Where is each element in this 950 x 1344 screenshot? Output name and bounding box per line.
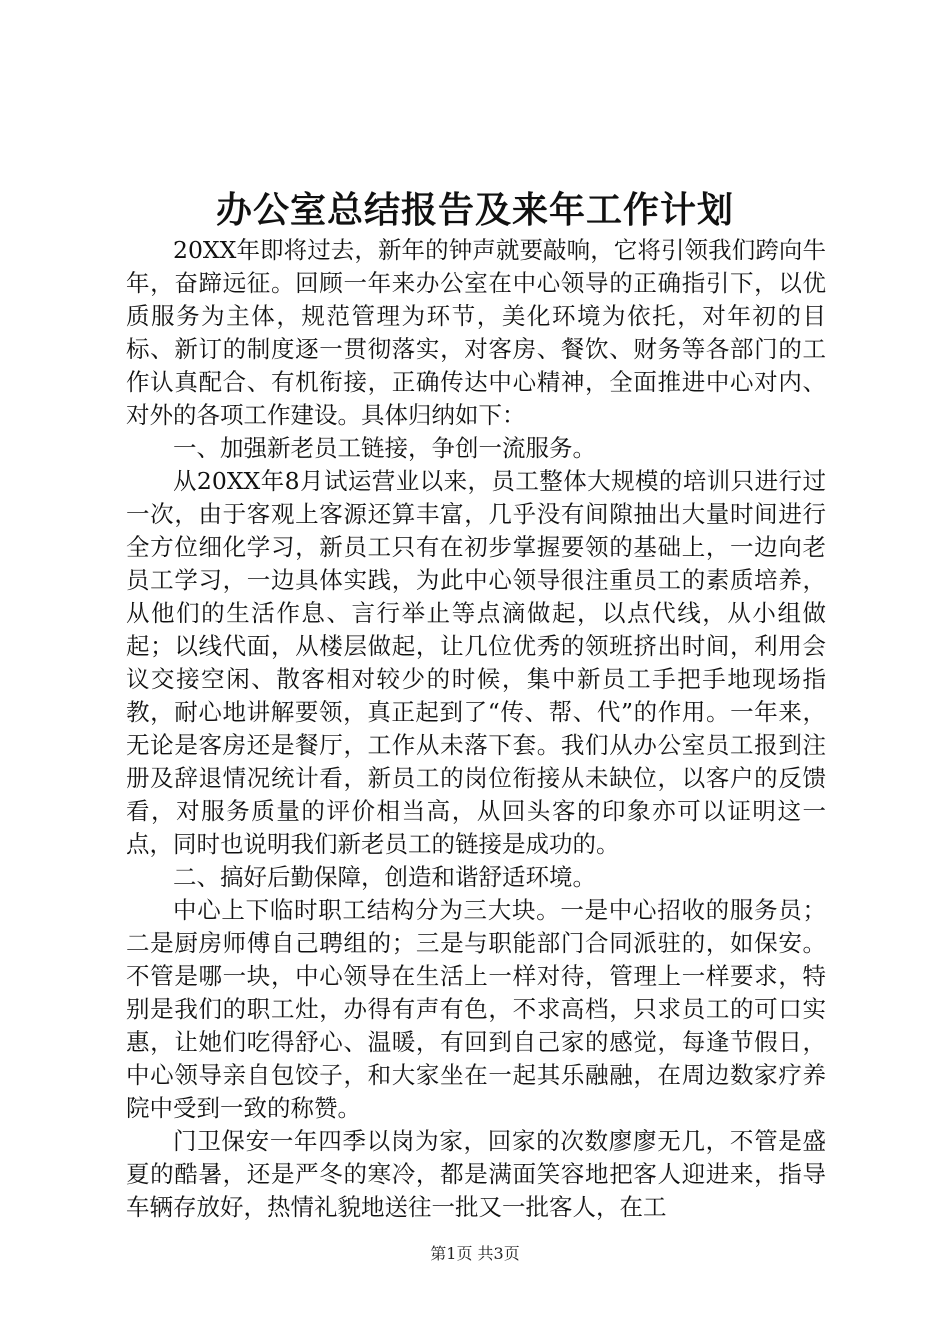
section-heading-2: 二、搞好后勤保障，创造和谐舒适环境。: [173, 863, 596, 891]
document-body: [126, 234, 826, 1224]
section-1-paragraph: 从20XX年8月试运营业以来，员工整体大规模的培训只进行过一次，由于客观上客源还算丰富，几乎没有间隙抽出大量时间进行全方位细化学习，新员工只有在初步掌握要领的基础上，一边向老员工学习，一边具体实践，为此中心领导很注重员工的素质培养，从他们的生活作息、言行举止等点滴做起，以点代线，从小组做起；以线代面，从楼层做起，让几位优秀的领班挤出时间，利用会议交接空闲、散客相对较少的时候，集中新员工手把手地现场指教，耐心地讲解要领，真正起到了“传、帮、代”的作用。一年来，无论是客房还是餐厅，工作从未落下套。我们从办公室员工报到注册及辞退情况统计看，新员工的岗位衔接从未缺位，以客户的反馈看，对服务质量的评价相当高，从回头客的印象亦可以证明这一点，同时也说明我们新老员工的链接是成功的。: [126, 467, 826, 858]
section-heading-1: 一、加强新老员工链接，争创一流服务。: [173, 434, 596, 462]
document-title: 办公室总结报告及来年工作计划: [215, 189, 734, 231]
section-2-paragraph-1: 中心上下临时职工结构分为三大块。一是中心招收的服务员；二是厨房师傅自己聘组的；三是与职能部门合同派驻的，如保安。不管是哪一块，中心领导在生活上一样对待，管理上一样要求，特别是我们的职工灶，办得有声有色，不求高档，只求员工的可口实惠，让她们吃得舒心、温暖，有回到自己家的感觉，每逢节假日，中心领导亲自包饺子，和大家坐在一起其乐融融，在周边数家疗养院中受到一致的称赞。: [126, 896, 826, 1122]
page-number-footer: 第1页 共3页: [430, 1244, 520, 1263]
intro-paragraph: 20XX年即将过去，新年的钟声就要敲响，它将引领我们跨向牛年，奋蹄远征。回顾一年来办公室在中心领导的正确指引下，以优质服务为主体，规范管理为环节，美化环境为依托，对年初的目标、新订的制度逐一贯彻落实，对客房、餐饮、财务等各部门的工作认真配合、有机衔接，正确传达中心精神，全面推进中心对内、对外的各项工作建设。具体归纳如下：: [126, 236, 826, 429]
section-2-paragraph-2: 门卫保安一年四季以岗为家，回家的次数廖廖无几，不管是盛夏的酷暑，还是严冬的寒冷，都是满面笑容地把客人迎进来，指导车辆存放好，热情礼貌地送往一批又一批客人，在工: [126, 1127, 826, 1221]
